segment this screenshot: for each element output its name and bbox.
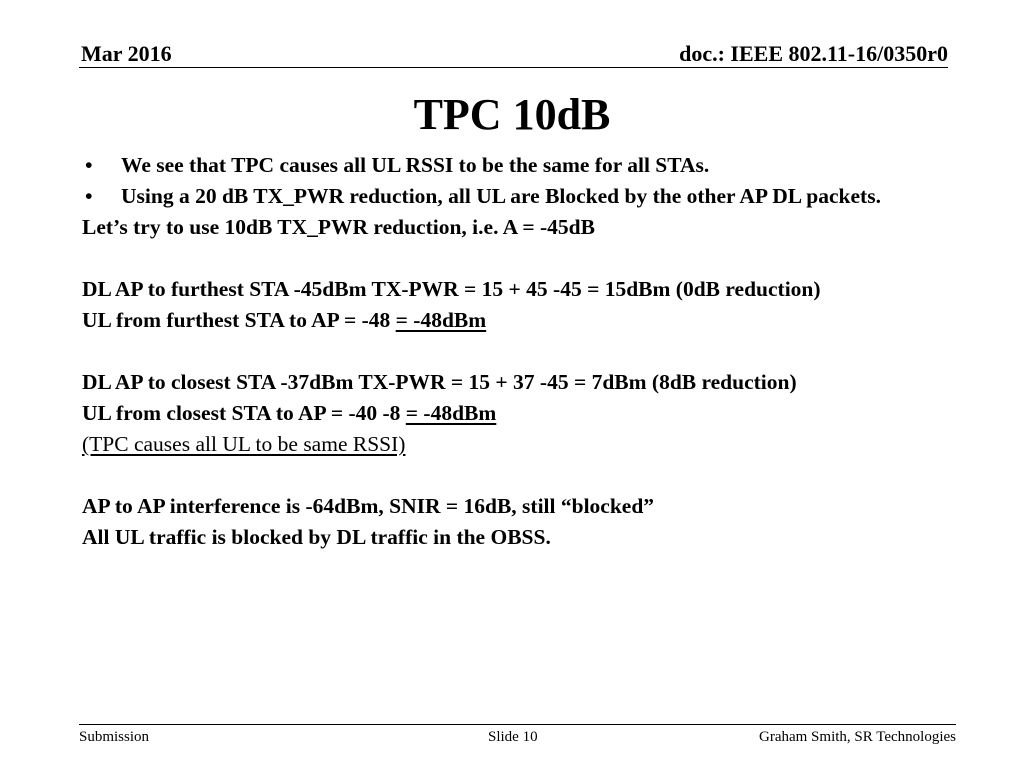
- bullet-icon: •: [85, 184, 93, 208]
- footer-author: Graham Smith, SR Technologies: [759, 729, 956, 745]
- footer-submission: Submission: [79, 729, 150, 745]
- spacer: [82, 460, 992, 491]
- spacer: [82, 243, 992, 274]
- slide-header-date: Mar 2016: [81, 41, 172, 66]
- footer-slide-number: Slide 10: [488, 729, 538, 745]
- spacer: [82, 336, 992, 367]
- closest-ul-text: UL from closest STA to AP = -40 -8: [82, 401, 406, 425]
- conclusion-line: All UL traffic is blocked by DL traffic in the OBSS.: [82, 525, 551, 549]
- closest-note: [82, 429, 992, 460]
- bullet-item: [82, 150, 992, 181]
- closest-ul-result: = -48dBm: [405, 401, 497, 425]
- intro-line: Let’s try to use 10dB TX_PWR reduction, i.e. A = -45dB: [82, 215, 595, 239]
- bullet-icon: •: [85, 153, 93, 177]
- furthest-ul-text: UL from furthest STA to AP = -48: [82, 308, 396, 332]
- closest-dl-line: DL AP to closest STA -37dBm TX-PWR = 15 + 37 -45 = 7dBm (8dB reduction): [82, 370, 797, 394]
- footer-divider: [79, 724, 956, 725]
- tpc-note: (TPC causes all UL to be same RSSI): [82, 432, 406, 456]
- closest-ul-line: [82, 398, 992, 429]
- furthest-ul-line: [82, 305, 992, 336]
- interference-line: AP to AP interference is -64dBm, SNIR = 16dB, still “blocked”: [82, 494, 655, 518]
- bullet-list: [82, 150, 992, 212]
- furthest-dl-line: DL AP to furthest STA -45dBm TX-PWR = 15 + 45 -45 = 15dBm (0dB reduction): [82, 277, 821, 301]
- bullet-item: [82, 181, 992, 212]
- slide-title: TPC 10dB: [413, 90, 611, 139]
- slide-body: [82, 150, 992, 553]
- header-divider: [79, 67, 948, 68]
- furthest-ul-result: = -48dBm: [395, 308, 487, 332]
- bullet-text: Using a 20 dB TX_PWR reduction, all UL are Blocked by the other AP DL packets.: [121, 184, 881, 208]
- slide-header-doc-id: doc.: IEEE 802.11-16/0350r0: [679, 41, 948, 66]
- bullet-text: We see that TPC causes all UL RSSI to be the same for all STAs.: [121, 153, 710, 177]
